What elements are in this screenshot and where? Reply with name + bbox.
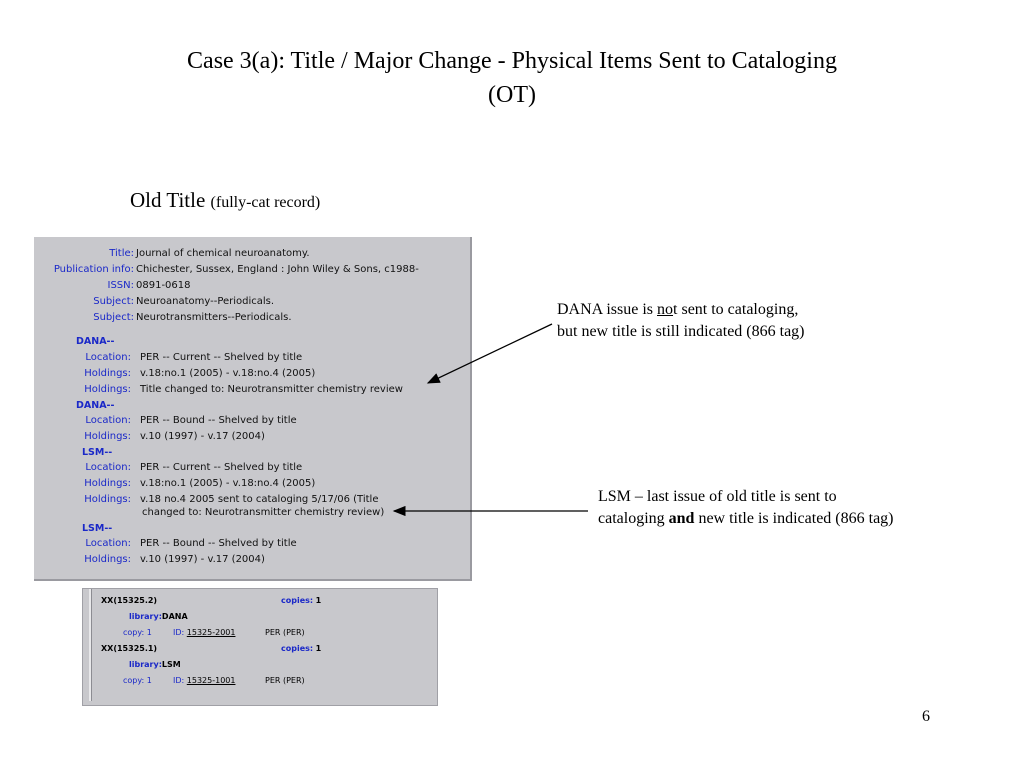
arrow-to-dana-note [428,324,552,383]
library-heading-dana: DANA-- [76,336,115,347]
callout-dana-line2: but new title is still indicated (866 tag) [557,323,805,340]
item-id: ID: 15325-2001 [173,628,236,637]
callout-dana-line1: DANA issue is not sent to cataloging, [557,301,799,318]
item-call-number: XX(15325.1) [101,644,158,653]
item-copy-row: copy: 1 [123,628,152,637]
subtitle-note: (fully-cat record) [210,194,321,211]
item-id: ID: 15325-1001 [173,676,236,685]
slide-title-line2: (OT) [488,82,536,108]
item-library: library:DANA [129,612,188,621]
item-call-number: XX(15325.2) [101,596,158,605]
item-location: PER (PER) [265,628,305,637]
item-copies: copies: 1 [281,596,322,605]
callout-lsm-line2: cataloging and new title is indicated (866 tag) [598,510,894,527]
item-location: PER (PER) [265,676,305,685]
item-library: library:LSM [129,660,181,669]
library-heading-dana: DANA-- [76,400,115,411]
page-number: 6 [922,708,930,725]
callout-lsm-line1: LSM – last issue of old title is sent to [598,488,837,505]
item-copy-row: copy: 1 [123,676,152,685]
library-heading-lsm: LSM-- [82,523,113,534]
subtitle-main: Old Title [130,188,206,212]
item-copies: copies: 1 [281,644,322,653]
slide-title-line1: Case 3(a): Title / Major Change - Physical Items Sent to Cataloging [187,48,837,74]
catalog-record-screenshot: Title: Journal of chemical neuroanatomy. Publication info: Chichester, Sussex, England : John Wiley & Sons, c1988- ISSN: 0891-0618 Subject: Neuroanatomy--Periodicals. Subject: Neurotransmitters--Periodicals. DANA-- Location: PER -- Current -- Shelved by title Holdings: v.18:no.1 (2005) - v.18:no.4 (2005) Holdings: Title changed to: Neurotransmitter chemistry review DANA-- Location: PER -- Bound -- Shelved by title Holdings: v.10 (1997) - v.17 (2004) LSM-- Location: PER -- Current -- Shelved by title Holdings: v.18:no.1 (2005) - v.18:no.4 (2005) Holdings: v.18 no.4 2005 sent to cataloging 5/17/06 (Title changed to: Neurotransmitter chemistry review) LSM-- Location: PER -- Bound -- Shelved by title Holdings: v.10 (1997) - v.17 (2004) [34,237,472,581]
library-heading-lsm: LSM-- [82,447,113,458]
